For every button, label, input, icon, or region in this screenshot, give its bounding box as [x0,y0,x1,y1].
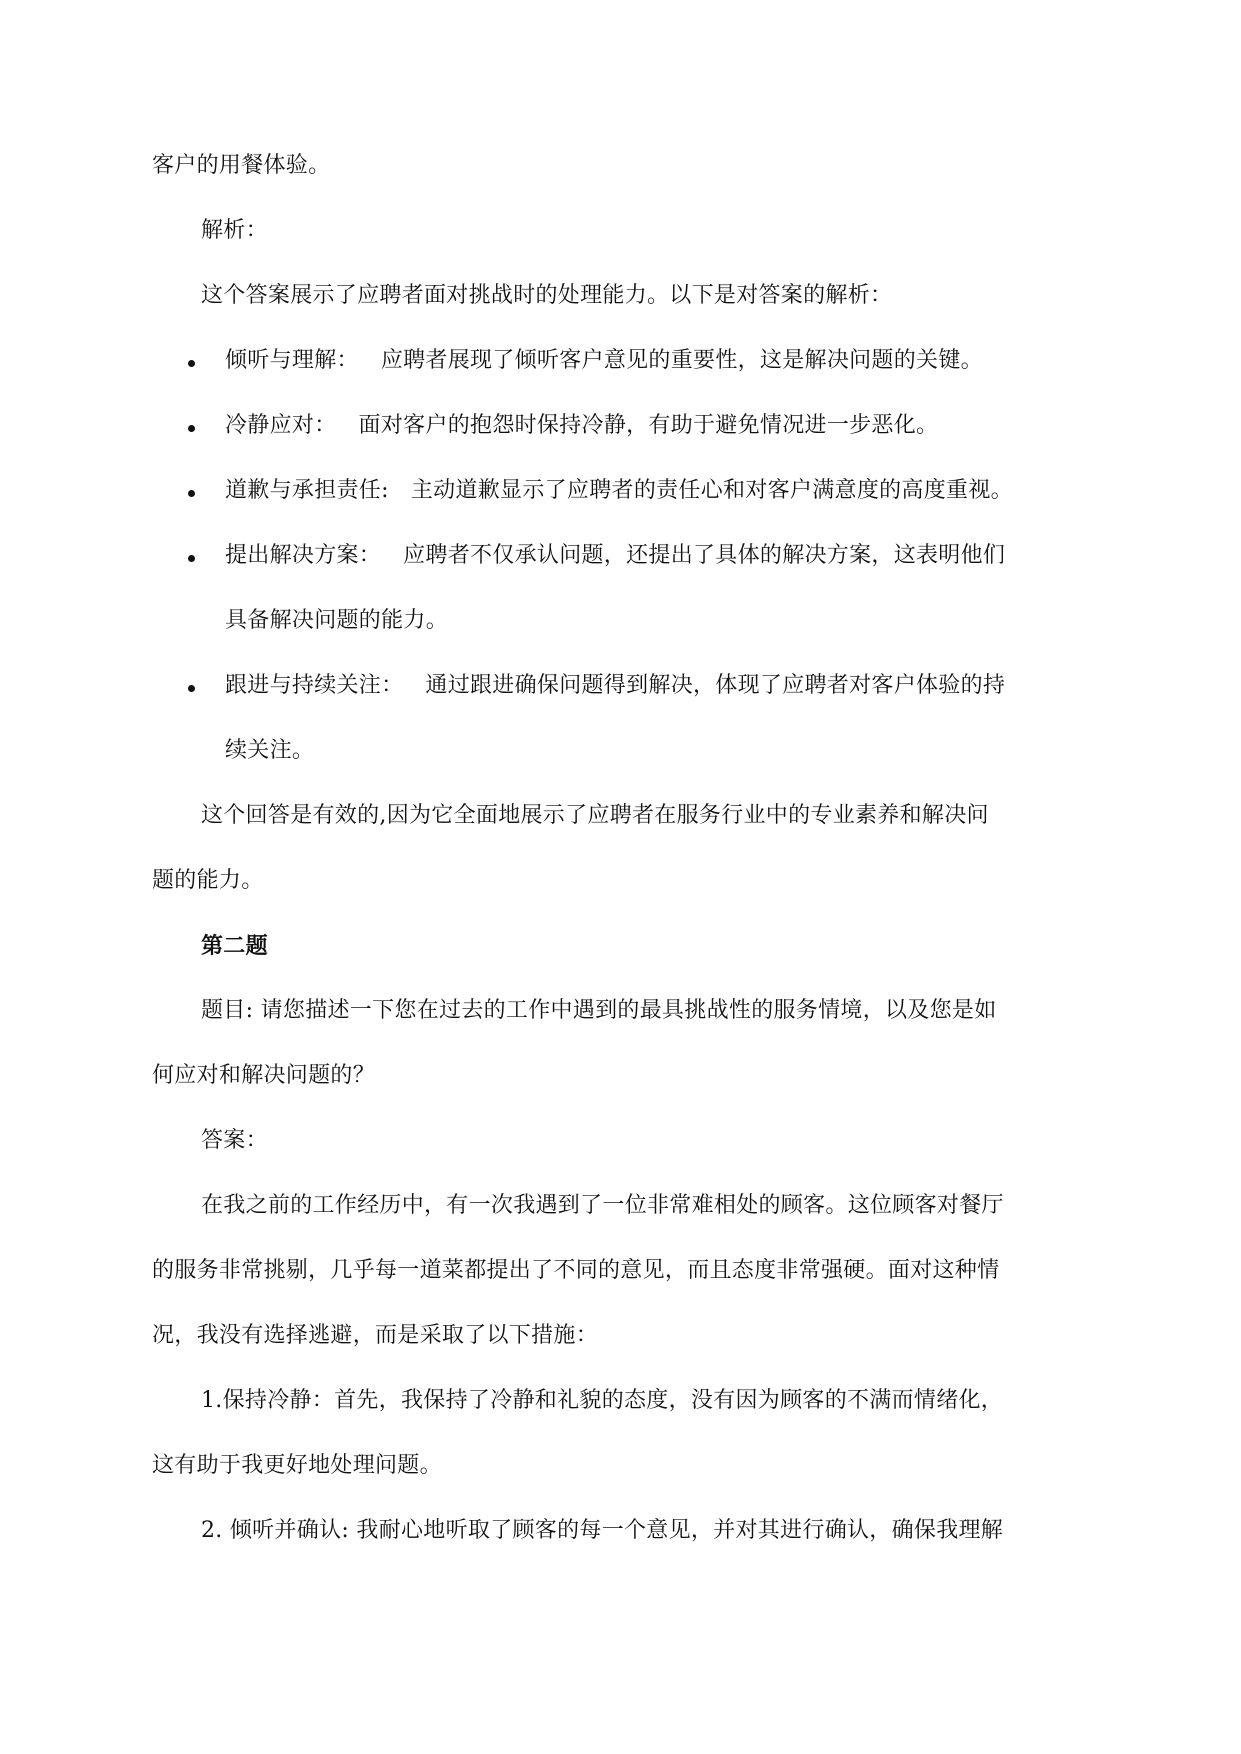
conclusion-line: 题的能力。 [152,868,264,893]
bullet-label: 倾听与理解： [225,348,359,373]
bullet-label: 冷静应对： [225,413,337,438]
bullet-text: 主动道歉显示了应聘者的责任心和对客户满意度的高度重视。 [410,478,1013,503]
analysis-intro: 这个答案展示了应聘者面对挑战时的处理能力。以下是对答案的解析： [201,283,893,308]
bullet-item [225,671,1005,701]
bullet-dot-icon [188,360,195,367]
section-title: 第二题 [201,933,268,959]
paragraph-line: 客户的用餐体验。 [152,153,331,178]
bullet-dot-icon [188,685,195,692]
bullet-dot-icon [188,425,195,432]
bullet-text: 面对客户的抱怨时保持冷静，有助于避免情况进一步恶化。 [358,413,939,438]
answer-line: 况，我没有选择逃避，而是采取了以下措施： [152,1323,599,1348]
bullet-continuation: 具备解决问题的能力。 [225,608,449,633]
analysis-label: 解析： [201,218,268,243]
bullet-item [225,411,938,441]
step-line: 2. 倾听并确认: 我耐心地听取了顾客的每一个意见，并对其进行确认，确保我理解 [201,1518,1004,1543]
question-line: 何应对和解决问题的？ [152,1063,376,1088]
bullet-continuation: 续关注。 [225,738,315,763]
conclusion-line: 这个回答是有效的,因为它全面地展示了应聘者在服务行业中的专业素养和解决问 [201,803,989,828]
bullet-dot-icon [188,490,195,497]
bullet-item [225,476,1013,506]
bullet-text: 应聘者不仅承认问题，还提出了具体的解决方案，这表明他们 [403,543,1006,568]
step-line: 1.保持冷静：首先，我保持了冷静和礼貌的态度，没有因为顾客的不满而情绪化， [201,1388,1004,1413]
answer-label: 答案： [201,1128,268,1153]
bullet-item [225,541,1005,571]
answer-line: 在我之前的工作经历中，有一次我遇到了一位非常难相处的顾客。这位顾客对餐厅 [201,1193,1004,1218]
bullet-text: 通过跟进确保问题得到解决，体现了应聘者对客户体验的持 [425,673,1006,698]
bullet-label: 提出解决方案： [225,543,382,568]
step-line: 这有助于我更好地处理问题。 [152,1453,442,1478]
question-line: 题目: 请您描述一下您在过去的工作中遇到的最具挑战性的服务情境，以及您是如 [201,998,997,1023]
bullet-text: 应聘者展现了倾听客户意见的重要性，这是解决问题的关键。 [380,348,983,373]
bullet-dot-icon [188,555,195,562]
bullet-label: 跟进与持续关注： [225,673,404,698]
answer-line: 的服务非常挑剔，几乎每一道菜都提出了不同的意见，而且态度非常强硬。面对这种情 [152,1258,1000,1283]
bullet-item [225,346,983,376]
bullet-label: 道歉与承担责任: [225,478,389,503]
